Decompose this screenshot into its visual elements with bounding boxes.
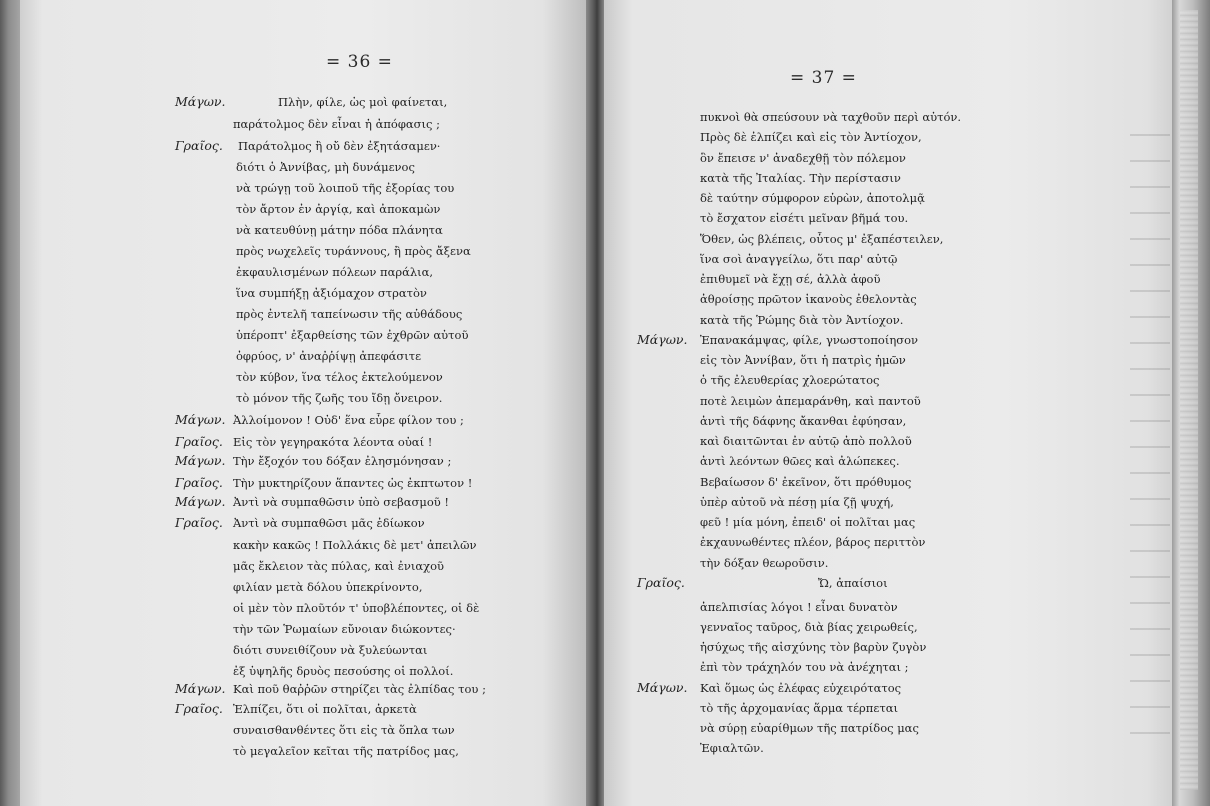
book-right-edge [1172, 0, 1210, 806]
text-line: ἐκφαυλισμένων πόλεων παράλια, [236, 265, 434, 279]
speaker-label: Γραῖος. [175, 138, 223, 153]
text-line: διότι ὁ Ἀννίβας, μὴ δυνάμενος [236, 160, 415, 174]
book-left-edge [0, 0, 22, 806]
text-line: ἵνα σοὶ ἀναγγείλω, ὅτι παρ' αὐτῷ [700, 252, 898, 266]
text-line: Ἀλλοίμονον ! Οὐδ' ἕνα εὗρε φίλον του ; [233, 413, 464, 427]
text-line: τὸν κύβον, ἵνα τέλος ἐκτελούμενον [236, 370, 443, 384]
speaker-label: Γραῖος. [175, 475, 223, 490]
text-line: Παράτολμος ἢ οὔ δὲν ἐξητάσαμεν· [238, 139, 441, 153]
text-line: τὴν τῶν Ῥωμαίων εὔνοιαν διώκοντες· [233, 622, 456, 636]
text-line: ὀφρύος, ν' ἀναῤῥίψῃ ἀπεφάσιτε [236, 349, 422, 363]
text-line: Βεβαίωσον δ' ἐκεῖνον, ὅτι πρόθυμος [700, 475, 912, 489]
text-line: Πλὴν, φίλε, ὡς μοὶ φαίνεται, [278, 95, 448, 109]
text-line: καὶ διαιτῶνται ἐν αὐτῷ ἀπὸ πολλοῦ [700, 434, 912, 448]
text-line: ἀθροίσῃς πρῶτον ἱκανοὺς ἐθελοντὰς [700, 292, 917, 306]
text-line: ἐπιθυμεῖ νὰ ἔχῃ σέ, ἀλλὰ ἀφοῦ [700, 272, 881, 286]
text-line: ἀντὶ τῆς δάφνης ἄκανθαι ἐφύησαν, [700, 414, 907, 428]
text-line: Ἀντὶ νὰ συμπαθῶσι μᾶς ἐδίωκον [233, 516, 425, 530]
page-number-left: = 36 = [326, 52, 393, 72]
speaker-label: Μάγων. [175, 412, 226, 427]
text-line: ἐξ ὑψηλῆς δρυὸς πεσούσης οἱ πολλοί. [233, 664, 454, 678]
text-line: Εἰς τὸν γεγηρακότα λέοντα οὐαί ! [233, 435, 433, 449]
text-line: εἰς τὸν Ἀννίβαν, ὅτι ἡ πατρὶς ἡμῶν [700, 353, 906, 367]
text-line: ὑπέροπτ' ἐξαρθείσης τῶν ἐχθρῶν αὐτοῦ [236, 328, 469, 342]
text-line: νὰ σύρῃ εὐαρίθμων τῆς πατρίδος μας [700, 721, 919, 735]
text-line: κακὴν κακῶς ! Πολλάκις δὲ μετ' ἀπειλῶν [233, 538, 477, 552]
text-line: Ὅθεν, ὡς βλέπεις, οὗτος μ' ἐξαπέστειλεν, [700, 232, 944, 246]
text-line: Ἐπανακάμψας, φίλε, γνωστοποίησον [700, 333, 918, 347]
speaker-label: Γραῖος. [175, 434, 223, 449]
text-line: ἀντὶ λεόντων θῶες καὶ ἀλώπεκες. [700, 454, 900, 468]
speaker-label: Μάγων. [175, 453, 226, 468]
text-line: τὴν δόξαν θεωροῦσιν. [700, 556, 829, 570]
text-line: Ἐφιαλτῶν. [700, 741, 764, 755]
text-line: ἡσύχως τῆς αἰσχύνης τὸν βαρὺν ζυγὸν [700, 640, 927, 654]
page-number-right: = 37 = [790, 68, 857, 88]
text-line: ὑπὲρ αὐτοῦ νὰ πέσῃ μία ζῇ ψυχή, [700, 495, 894, 509]
text-line: ὁ τῆς ἐλευθερίας χλοερώτατος [700, 373, 880, 387]
speaker-label: Μάγων. [175, 494, 226, 509]
text-line: Τὴν μυκτηρίζουν ἅπαντες ὡς ἐκπτωτον ! [233, 476, 473, 490]
text-line: πυκνοὶ θὰ σπεύσουν νὰ ταχθοῦν περὶ αὐτόν. [700, 110, 962, 124]
text-line: ἐπὶ τὸν τράχηλόν του νὰ ἀνέχηται ; [700, 660, 909, 674]
text-line: Καὶ ποῦ θαῤῥῶν στηρίζει τὰς ἐλπίδας του ; [233, 682, 486, 696]
text-line: ἐκχαυνωθέντες πλέον, βάρος περιττὸν [700, 535, 926, 549]
speaker-label: Γραῖος. [637, 575, 685, 590]
text-line: τὸ ἔσχατον εἰσέτι μεῖναν βῆμά του. [700, 211, 909, 225]
text-line: Πρὸς δὲ ἐλπίζει καὶ εἰς τὸν Ἀντίοχον, [700, 130, 922, 144]
text-line: γενναῖος ταῦρος, διὰ βίας χειρωθείς, [700, 620, 918, 634]
text-line: συναισθανθέντες ὅτι εἰς τὰ ὅπλα των [233, 723, 455, 737]
text-line: κατὰ τῆς Ῥώμης διὰ τὸν Ἀντίοχον. [700, 313, 904, 327]
text-line: Ὤ, ἀπαίσιοι [818, 576, 888, 590]
text-line: Καὶ ὅμως ὡς ἐλέφας εὐχειρότατος [700, 681, 902, 695]
text-line: τὸ μεγαλεῖον κεῖται τῆς πατρίδος μας, [233, 744, 459, 758]
text-line: παράτολμος δὲν εἶναι ἡ ἀπόφασις ; [233, 117, 440, 131]
text-line: ἀπελπισίας λόγοι ! εἶναι δυνατὸν [700, 600, 898, 614]
text-line: Ἀντὶ νὰ συμπαθῶσιν ὑπὸ σεβασμοῦ ! [233, 495, 450, 509]
text-line: Ἐλπίζει, ὅτι οἱ πολῖται, ἀρκετὰ [233, 702, 417, 716]
facing-page-bleed [1130, 120, 1170, 740]
text-line: Τὴν ἔξοχόν του δόξαν ἐλησμόνησαν ; [233, 454, 452, 468]
text-line: πρὸς νωχελεῖς τυράννους, ἢ πρὸς ἄξενα [236, 244, 471, 258]
text-line: οἱ μὲν τὸν πλοῦτόν τ' ὑποβλέποντες, οἱ δὲ [233, 601, 480, 615]
text-line: μᾶς ἔκλειον τὰς πύλας, καὶ ἐνιαχοῦ [233, 559, 445, 573]
text-line: ἵνα συμπήξῃ ἀξιόμαχον στρατὸν [236, 286, 427, 300]
text-line: τὸ μόνον τῆς ζωῆς του ἴδῃ ὄνειρον. [236, 391, 443, 405]
text-line: ποτὲ λειμὼν ἀπεμαράνθη, καὶ παντοῦ [700, 394, 921, 408]
text-line: πρὸς ἐντελῆ ταπείνωσιν τῆς αὐθάδους [236, 307, 463, 321]
book-gutter [586, 0, 606, 806]
text-line: τὸν ἄρτον ἐν ἀργίᾳ, καὶ ἀποκαμὼν [236, 202, 441, 216]
text-line: νὰ τρώγῃ τοῦ λοιποῦ τῆς ἐξορίας του [236, 181, 455, 195]
text-line: δὲ ταύτην σύμφορον εὑρὼν, ἀποτολμᾷ [700, 191, 925, 205]
speaker-label: Μάγων. [175, 681, 226, 696]
text-line: κατὰ τῆς Ἰταλίας. Τὴν περίστασιν [700, 171, 901, 185]
speaker-label: Μάγων. [637, 332, 688, 347]
text-line: τὸ τῆς ἀρχομανίας ἅρμα τέρπεται [700, 701, 898, 715]
speaker-label: Μάγων. [637, 680, 688, 695]
text-line: νὰ κατευθύνῃ μάτην πόδα πλάνητα [236, 223, 443, 237]
text-line: φεῦ ! μία μόνη, ἐπειδ' οἱ πολῖται μας [700, 515, 916, 529]
speaker-label: Γραῖος. [175, 515, 223, 530]
text-line: διότι συνειθίζουν νὰ ξυλεύωνται [233, 643, 428, 657]
speaker-label: Μάγων. [175, 94, 226, 109]
text-line: ὃν ἔπεισε ν' ἀναδεχθῇ τὸν πόλεμον [700, 151, 906, 165]
speaker-label: Γραῖος. [175, 701, 223, 716]
text-line: φιλίαν μετὰ δόλου ὑπεκρίνοντο, [233, 580, 423, 594]
